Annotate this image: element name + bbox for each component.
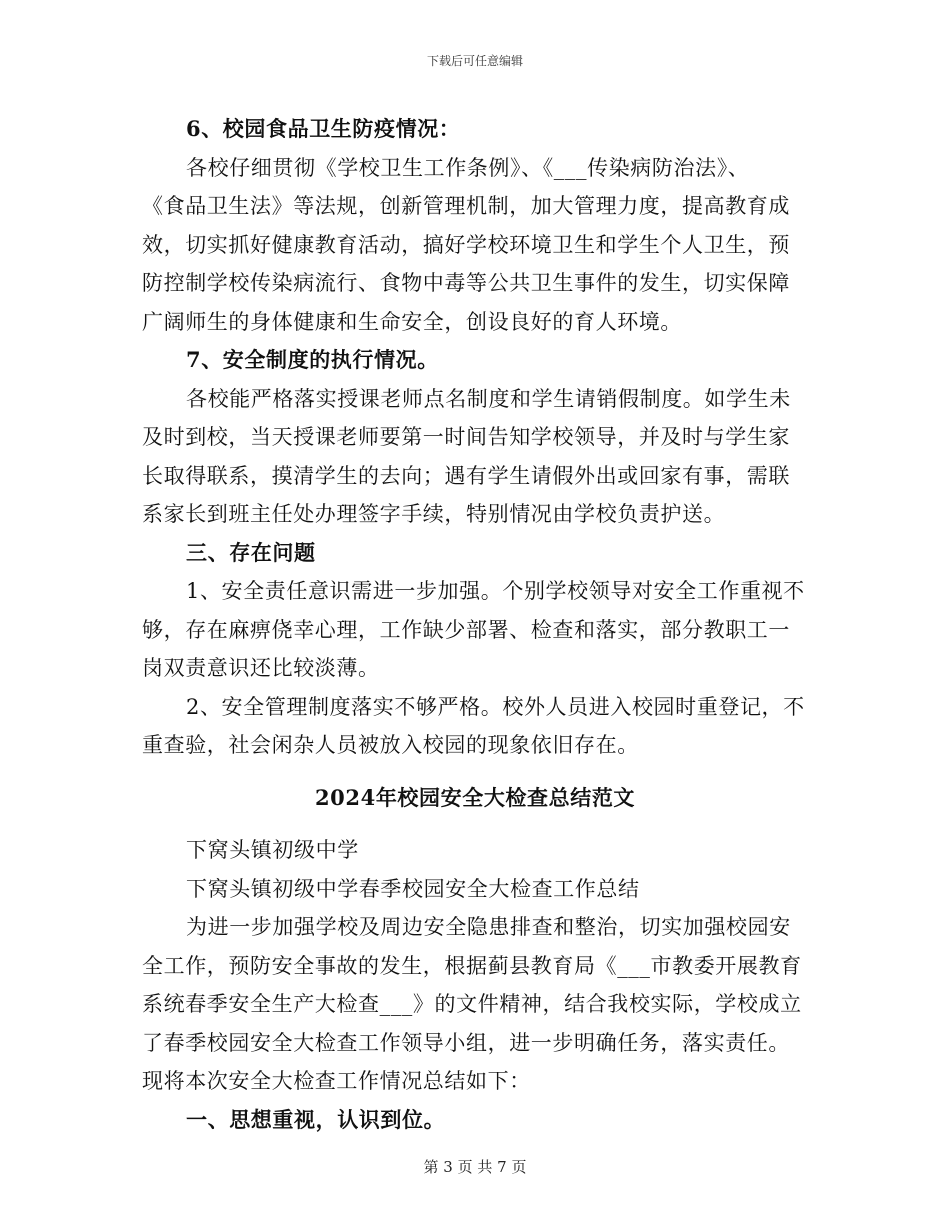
- document-body: [142, 110, 808, 1139]
- section-7-line-2: 及时到校，当天授课老师要第一时间告知学校领导，并及时与学生家: [142, 425, 790, 449]
- section-7-line-4: 系家长到班主任处办理签字手续，特别情况由学校负责护送。: [142, 502, 726, 526]
- article-school: 下窝头镇初级中学: [186, 838, 359, 862]
- page-number: 第 3 页 共 7 页: [423, 1158, 527, 1176]
- section-6-line-5: 广阔师生的身体健康和生命安全，创设良好的育人环境。: [142, 309, 682, 334]
- article-intro-line-4: 了春季校园安全大检查工作领导小组，进一步明确任务，落实责任。: [142, 1030, 790, 1055]
- article-subtitle: 下窝头镇初级中学春季校园安全大检查工作总结: [186, 876, 640, 901]
- article-intro-line-5: 现将本次安全大检查工作情况总结如下：: [142, 1069, 531, 1093]
- article-intro-line-1: 为进一步加强学校及周边安全隐患排查和整治，切实加强校园安: [186, 915, 791, 939]
- article-title: 2024年校园安全大检查总结范文: [314, 784, 636, 810]
- section-6-heading: 6、校园食品卫生防疫情况：: [186, 116, 461, 141]
- problem-2-line-2: 重查验，社会闲杂人员被放入校园的现象依旧存在。: [142, 733, 639, 757]
- section-7-line-3: 长取得联系，摸清学生的去向；遇有学生请假外出或回家有事，需联: [142, 463, 790, 488]
- article-intro-line-3: 系统春季安全生产大检查___》的文件精神，结合我校实际，学校成立: [142, 992, 802, 1016]
- article-intro-line-2: 全工作，预防安全事故的发生，根据蓟县教育局《___市教委开展教育: [142, 953, 802, 978]
- section-7-line-1: 各校能严格落实授课老师点名制度和学生请销假制度。如学生未: [186, 386, 791, 411]
- problem-2-line-1: 2、安全管理制度落实不够严格。校外人员进入校园时重登记，不: [186, 694, 805, 719]
- problem-1-line-1: 1、安全责任意识需进一步加强。个别学校领导对安全工作重视不: [186, 579, 805, 603]
- section-6-line-2: 《食品卫生法》等法规，创新管理机制，加大管理力度，提高教育成: [142, 194, 790, 218]
- problem-1-line-2: 够，存在麻痹侥幸心理，工作缺少部署、检查和落实，部分教职工一: [142, 617, 790, 642]
- section-6-line-3: 效，切实抓好健康教育活动，搞好学校环境卫生和学生个人卫生，预: [142, 232, 790, 257]
- section-6-line-1: 各校仔细贯彻《学校卫生工作条例》、《___传染病防治法》、: [186, 155, 750, 180]
- header-note: 下载后可任意编辑: [426, 54, 523, 68]
- problem-1-line-3: 岗双责意识还比较淡薄。: [142, 656, 380, 680]
- article-section-1-heading: 一、思想重视，认识到位。: [186, 1106, 446, 1132]
- section-7-heading: 7、安全制度的执行情况。: [186, 347, 439, 372]
- section-6-line-4: 防控制学校传染病流行、食物中毒等公共卫生事件的发生，切实保障: [142, 271, 790, 295]
- problems-heading: 三、存在问题: [186, 539, 316, 565]
